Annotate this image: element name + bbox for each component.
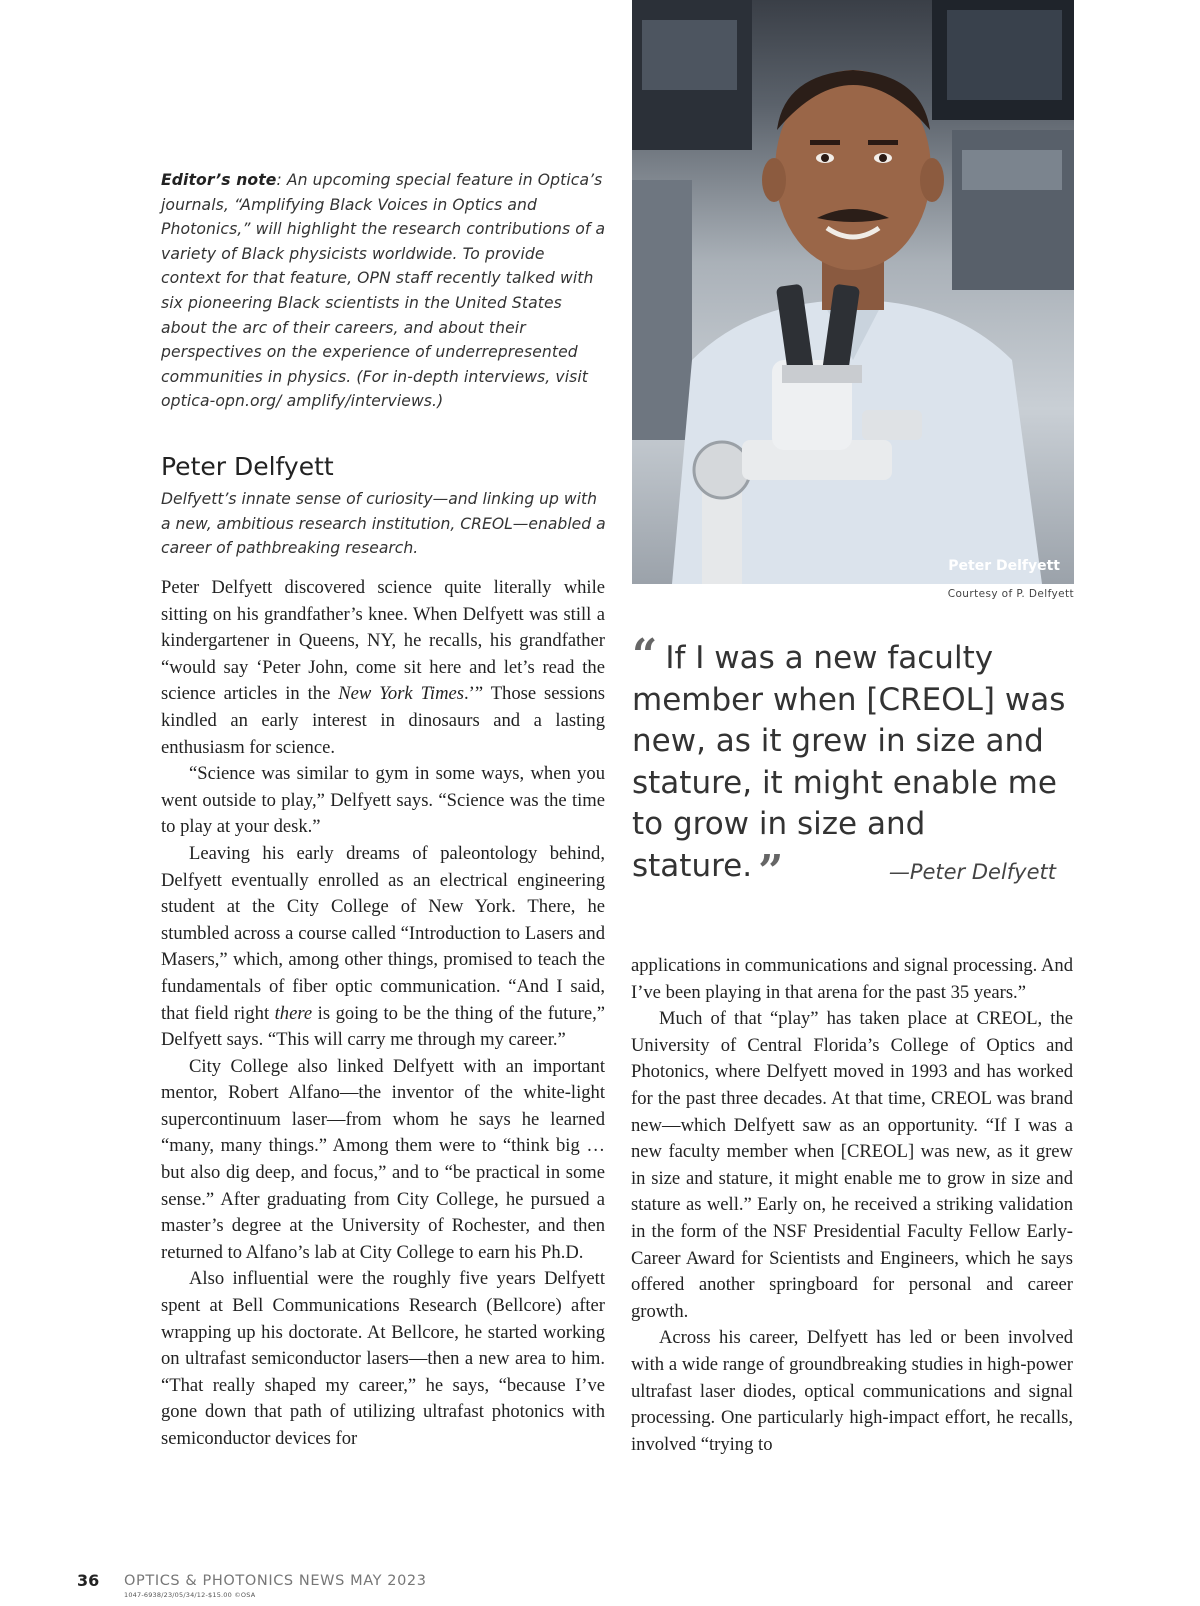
open-quote-icon: “ — [632, 630, 658, 681]
editors-note — [161, 168, 607, 414]
paragraph: Across his career, Delfyett has led or been involved with a wide range of groundbreaking studies in high-power ultrafast laser diodes, optical communications and signal processing. One particularly high-impact effort, he recalls, involved “trying to — [631, 1327, 1073, 1455]
page-number: 36 — [77, 1571, 100, 1590]
publication-title: New York Times — [338, 683, 465, 705]
paragraph: City College also linked Delfyett with an important mentor, Robert Alfano—the inventor of the white-light supercontinuum laser—from whom he says he learned “many, many things.” Among them were to “think big … but also dig deep, and focus,” and to “be practical in some sense.” After graduating from City College, he pursued a master’s degree at the University of Rochester, and then returned to Alfano’s lab at City College to earn his Ph.D. — [161, 1055, 605, 1263]
body-column-left — [161, 575, 605, 1453]
section-heading: Peter Delfyett — [161, 452, 334, 481]
close-quote-icon: ” — [758, 845, 784, 897]
emphasis: there — [274, 1002, 313, 1024]
editors-note-label: Editor’s note — [161, 171, 277, 189]
body-column-right — [631, 953, 1073, 1458]
portrait-photo — [632, 0, 1074, 584]
paragraph: Peter Delfyett discovered science quite literally while sitting on his grandfather’s knee. When Delfyett was still a kindergartener in Queens, NY, he recalls, his grandfather “would say ‘Peter John, come sit here and let’s read the science articles in the New York Times.’” Those sessions kindled an early interest in dinosaurs and a lasting enthusiasm for science. — [161, 577, 606, 758]
paragraph: “Science was similar to gym in some ways, when you went outside to play,” Delfyett says. “Science was the time to play at your desk.” — [161, 763, 605, 838]
photo-credit: Courtesy of P. Delfyett — [947, 588, 1074, 600]
paragraph: applications in communications and signal processing. And I’ve been playing in that arena for the past 35 years.” — [631, 955, 1073, 1003]
paragraph: Also influential were the roughly five years Delfyett spent at Bell Communications Research (Bellcore) after wrapping up his doctorate. At Bellcore, he started working on ultrafast semiconductor lasers—then a new area to him. “That really shaped my career,” he says, “because I’ve gone down that path of utilizing ultrafast photonics with semiconductor devices for — [161, 1268, 605, 1449]
pull-quote — [632, 630, 1074, 897]
section-deck: Delfyett’s innate sense of curiosity—and linking up with a new, ambitious research institution, CREOL—enabled a career of pathbreaking research. — [161, 490, 606, 558]
pull-quote-text: If I was a new faculty member when [CREOL] was new, as it grew in size and stature, it might enable me to grow in size and stature. — [632, 640, 1066, 884]
editors-note-text: : An upcoming special feature in Optica’s journals, “Amplifying Black Voices in Optics and Photonics,” will highlight the research contributions of a variety of Black physicists worldwide. To provide context for that feature, OPN staff recently talked with six pioneering Black scientists in the United States about the arc of their careers, and about their perspectives on the experience of underrepresented communities in physics. (For in-depth interviews, visit optica-opn.org/ amplify/interviews.) — [161, 171, 606, 411]
paragraph: Much of that “play” has taken place at CREOL, the University of Central Florida’s College of Optics and Photonics, where Delfyett moved in 1993 and has worked for the past three decades. At that time, CREOL was brand new—which Delfyett saw as an opportunity. “If I was a new faculty member when [CREOL] was new, as it grew in size and stature, it might enable me to grow in size and stature as well.” Early on, he received a striking validation in the form of the NSF Presidential Faculty Fellow Early-Career Award for Scientists and Engineers, which he says offered another springboard for personal and career growth. — [631, 1008, 1073, 1322]
paragraph: Leaving his early dreams of paleontology behind, Delfyett eventually enrolled as an electrical engineering student at the City College of New York. There, he stumbled across a course called “Introduction to Lasers and Masers,” which, among other things, promised to teach the fundamentals of fiber optic communication. “And I said, that field right there is going to be the thing of the future,” Delfyett says. “This will carry me through my career.” — [161, 842, 605, 1051]
publication-name: OPTICS & PHOTONICS NEWS MAY 2023 — [124, 1573, 427, 1589]
portrait-illustration — [632, 0, 1074, 584]
pull-quote-attribution: —Peter Delfyett — [888, 860, 1056, 884]
photo-caption: Peter Delfyett — [948, 558, 1060, 574]
publication-code: 1047-6938/23/05/34/12-$15.00 ©OSA — [124, 1591, 256, 1599]
